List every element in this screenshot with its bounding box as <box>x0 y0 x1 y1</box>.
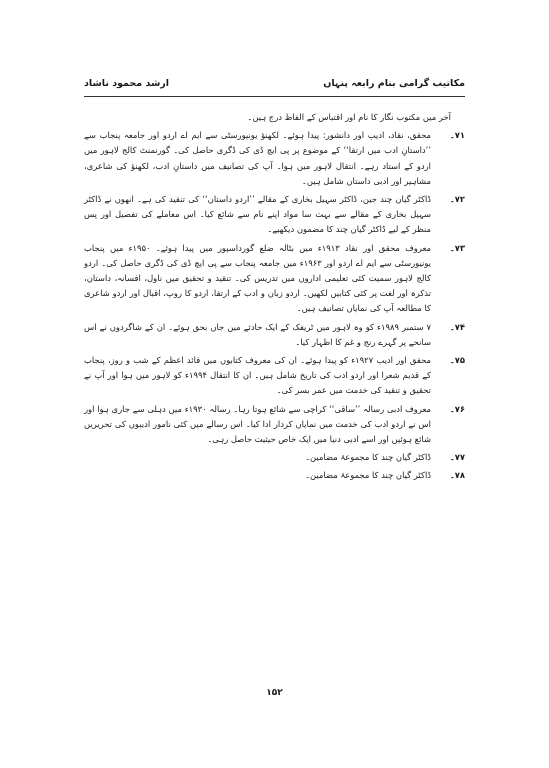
footnote-number: ۷۵۔ <box>449 355 465 366</box>
footnote-text: ڈاکٹر گیان چند کا مجموعۂ مضامین۔ <box>305 470 431 481</box>
page-number: ۱۵۲ <box>266 688 283 698</box>
notes-body <box>84 110 465 487</box>
footnote-number: ۷۳۔ <box>449 242 465 253</box>
footnote <box>84 128 465 189</box>
header-author: ارشد محمود ناشاد <box>84 78 170 89</box>
footnote-text: ڈاکٹر گیان چند جین، ڈاکٹر سہیل بخاری کے مقالے ’’اردو داستان‘‘ کی تنقید کی ہے۔ انھوں نے ڈاکٹر سہیل بخاری کے مقالے سے بہت سا مواد اپنے نام سے شائع کیا۔ اس معاملے کی تفصیل اور پس منظر کے لیے ڈاکٹر گیان چند کا مضمون دیکھیے۔ <box>84 194 431 235</box>
footnote-number: ۷۸۔ <box>449 470 465 481</box>
footnote-number: ۷۷۔ <box>449 452 465 463</box>
footnote <box>84 468 465 483</box>
footnote-text: محقق، نقاد، ادیب اور دانشور: پیدا ہوئے۔ لکھنؤ یونیورسٹی سے ایم اے اردو اور جامعہ پنجاب سے ’’داستانِ ادب میں ارتقا‘‘ کے موضوع پر پی ایچ ڈی کی ڈگری حاصل کی۔ گورنمنٹ کالج لاہور میں اردو کے استاد رہے۔ انتقال لاہور میں ہوا۔ آپ کی تصانیف میں داستانِ ادب، لکھنؤ کی شاعری، مشاہیر اور ادبی داستان شامل ہیں۔ <box>84 130 431 186</box>
header-rule <box>84 96 465 97</box>
footnote-text: معروف محقق اور نقاد ۱۹۱۳ء میں بٹالہ ضلع گورداسپور میں پیدا ہوئے۔ ۱۹۵۰ء میں پنجاب یونیورسٹی سے ایم اے اردو اور ۱۹۶۳ء میں جامعہ پنجاب سے پی ایچ ڈی کی ڈگری حاصل کی۔ اردو کالج لاہور سمیت کئی تعلیمی اداروں میں تدریس کی۔ تنقید و تحقیق میں ناول، افسانہ، داستان، تذکرہ اور لغت پر کئی کتابیں لکھیں۔ اردو زبان و ادب کے ارتقا، اردو کا روپ، اقبال اور اردو شاعری کا مطالعہ آپ کی نمایاں تصانیف ہیں۔ <box>84 242 431 314</box>
footnote-number: ۷۲۔ <box>449 194 465 205</box>
footnote-number: ۷۶۔ <box>449 403 465 414</box>
footnote-text: معروف ادبی رسالہ ’’ساقی‘‘ کراچی سے شائع ہوتا رہا۔ رسالہ ۱۹۳۰ء میں دہلی سے جاری ہوا اور اس نے اردو ادب کی خدمت میں نمایاں کردار ادا کیا۔ اس رسالے میں کئی نامور ادیبوں کی تحریریں شائع ہوئیں اور اسے ادبی دنیا میں ایک خاص حیثیت حاصل رہی۔ <box>84 403 431 445</box>
footnote <box>84 192 465 238</box>
footnote <box>84 450 465 465</box>
intro-paragraph: آخر میں مکتوب نگار کا نام اور اقتباس کے الفاظ درج ہیں۔ <box>247 112 451 122</box>
header-book-title: مکاتیب گرامی بنام رابعہ پنہاں <box>323 78 465 89</box>
footnote-number: ۷۴۔ <box>449 321 465 332</box>
running-header <box>84 78 465 89</box>
footnote-text: ۷ ستمبر ۱۹۸۹ء کو وہ لاہور میں ٹریفک کے ایک حادثے میں جاں بحق ہوئے۔ ان کے شاگردوں نے اس سانحے پر گہرے رنج و غم کا اظہار کیا۔ <box>84 321 432 347</box>
footnote <box>84 320 465 350</box>
footnote-text: ڈاکٹر گیان چند کا مجموعۂ مضامین۔ <box>305 452 431 463</box>
footnote-number: ۷۱۔ <box>449 130 465 141</box>
footnote <box>84 402 465 448</box>
footnote <box>84 241 465 317</box>
footnote <box>84 353 465 399</box>
footnote-text: محقق اور ادیب ۱۹۲۷ء کو پیدا ہوئے۔ ان کی معروف کتابوں میں قائد اعظم کے شب و روز، پنجاب کے قدیم شعرا اور اردو ادب کی تاریخ شامل ہیں۔ ان کا انتقال ۱۹۹۴ء کو لاہور میں ہوا اور آپ نے تحقیق و تنقید کی خدمت میں عمر بسر کی۔ <box>84 355 431 396</box>
